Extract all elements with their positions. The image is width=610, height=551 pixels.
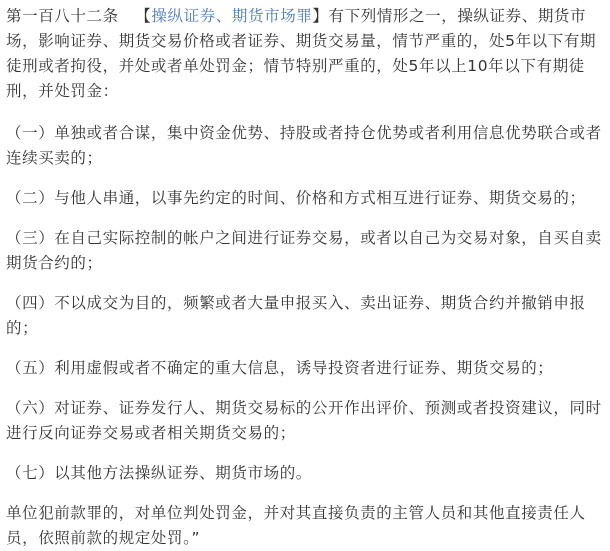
crime-name-link[interactable]: 操纵证券、期货市场罪	[151, 7, 313, 25]
closing-paragraph: 单位犯前款罪的，对单位判处罚金，并对其直接负责的主管人员和其他直接责任人员，依照前款的规定处罚。”	[6, 504, 586, 547]
article-intro-paragraph	[6, 4, 604, 104]
list-item-7: （七）以其他方法操纵证券、期货市场的。	[6, 464, 312, 482]
article-number: 第一百八十二条	[6, 7, 119, 25]
list-item-6: （六）对证券、证券发行人、期货交易标的公开作出评价、预测或者投资建议，同时进行反向证券交易或者相关期货交易的；	[6, 399, 602, 442]
article-intro-text: 有下列情形之一，操纵证券、期货市场，影响证券、期货交易价格或者证券、期货交易量，情节严重的，处5年以下有期徒刑或者拘役，并处或者单处罚金；情节特别严重的，处5年以上10年以下有期徒刑，并处罚金：	[6, 7, 597, 100]
list-item-3: （三）在自己实际控制的帐户之间进行证券交易，或者以自己为交易对象，自买自卖期货合约的；	[6, 229, 602, 272]
list-item-1: （一）单独或者合谋，集中资金优势、持股或者持仓优势或者利用信息优势联合或者连续买卖的；	[6, 124, 602, 167]
list-item-4: （四）不以成交为目的，频繁或者大量申报买入、卖出证券、期货合约并撤销申报的；	[6, 294, 586, 337]
crime-name-open-bracket: 【	[135, 7, 152, 25]
list-item-2: （二）与他人串通，以事先约定的时间、价格和方式相互进行证券、期货交易的；	[6, 189, 586, 207]
crime-name-close-bracket: 】	[312, 7, 329, 25]
list-item-5: （五）利用虚假或者不确定的重大信息，诱导投资者进行证券、期货交易的；	[6, 359, 554, 377]
